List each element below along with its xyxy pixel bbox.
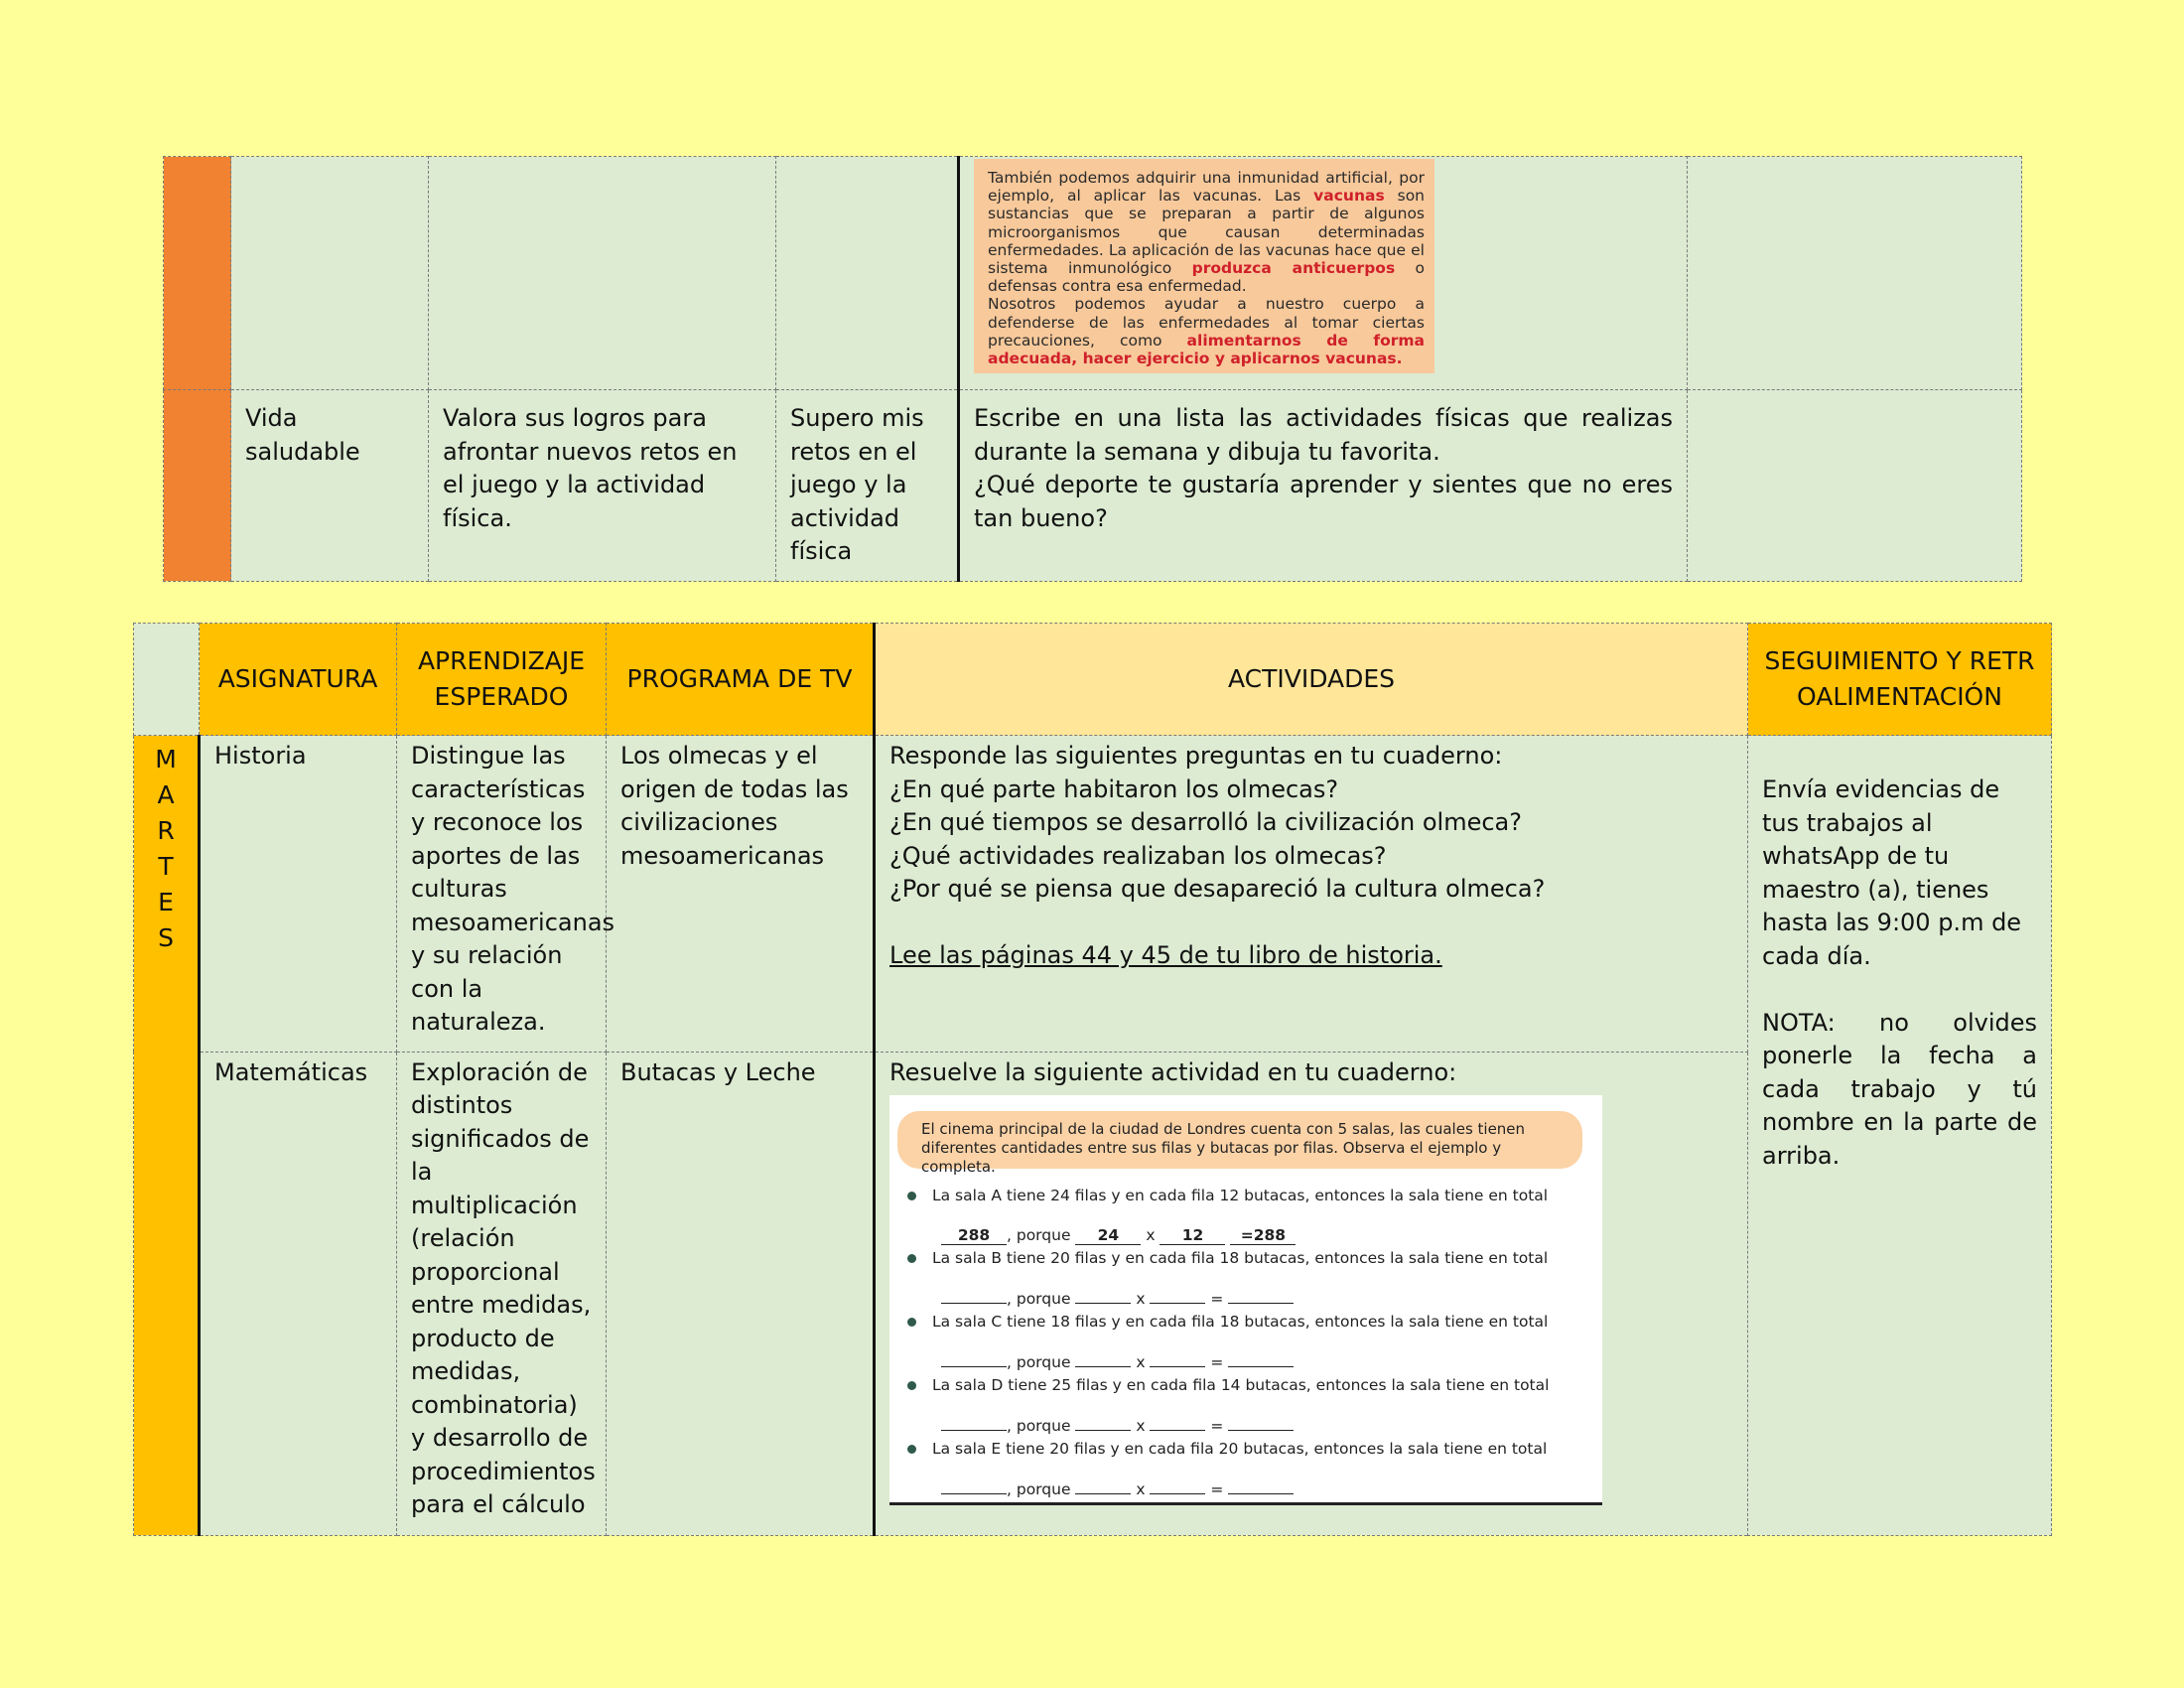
- feedback-cell: [1748, 736, 2052, 1536]
- day-letter: T: [158, 852, 174, 881]
- activity-intro: Responde las siguientes preguntas en tu cuaderno:: [889, 742, 1503, 770]
- empty-cell: [429, 157, 776, 390]
- vaccine-highlight: alimentarnos de forma adecuada, hacer ejercicio y aplicarnos vacunas.: [988, 331, 1425, 368]
- tuesday-schedule-table: [133, 623, 2052, 1536]
- activity-intro: Resuelve la siguiente actividad en tu cuaderno:: [889, 1057, 1457, 1086]
- question-item: ¿Por qué se piensa que desapareció la cultura olmeca?: [889, 875, 1546, 903]
- empty-cell: [231, 157, 429, 390]
- multiplication-worksheet-image: [889, 1095, 1602, 1505]
- day-marker-cell: [164, 157, 231, 390]
- feedback-text: Envía evidencias de tus trabajos al whatsApp de tu maestro (a), tienes hasta las 9:00 p.m de cada día.: [1762, 775, 2022, 970]
- vaccine-text: Nosotros podemos ayudar a nuestro cuerpo a defenderse de las enfermedades al tomar ciertas precauciones, como: [988, 295, 1425, 350]
- worksheet-banner: El cinema principal de la ciudad de Londres cuenta con 5 salas, las cuales tienen diferentes cantidades entre sus filas y butacas por filas. Observa el ejemplo y completa.: [897, 1111, 1582, 1169]
- question-item: ¿Qué actividades realizaban los olmecas?: [889, 841, 1387, 870]
- worksheet-answer-line: , porque x =: [941, 1290, 1294, 1308]
- subject-cell: Vida saludable: [231, 390, 429, 582]
- header-actividades: ACTIVIDADES: [875, 624, 1748, 736]
- worksheet-item: La sala B tiene 20 filas y en cada fila 18 butacas, entonces la sala tiene en total: [907, 1249, 1582, 1267]
- header-seguimiento: SEGUIMIENTO Y RETROALIMENTACIÓN: [1748, 624, 2052, 736]
- vaccine-highlight: produzca anticuerpos: [1191, 259, 1396, 278]
- activities-cell: [959, 390, 1688, 582]
- learning-matematicas: Exploración de distintos significados de la multiplicación (relación proporcional entre medidas, producto de medidas, combinatoria) y desarrollo de procedimientos para el cálculo: [397, 1052, 607, 1535]
- empty-cell: [776, 157, 959, 390]
- header-programa: PROGRAMA DE TV: [607, 624, 875, 736]
- day-letter: M: [155, 745, 177, 774]
- worksheet-item: La sala E tiene 20 filas y en cada fila 20 butacas, entonces la sala tiene en total: [907, 1440, 1582, 1458]
- bullet-icon: [907, 1445, 916, 1454]
- header-asignatura: ASIGNATURA: [200, 624, 397, 736]
- tv-program-matematicas: Butacas y Leche: [607, 1052, 875, 1535]
- reading-assignment: Lee las páginas 44 y 45 de tu libro de historia.: [889, 941, 1442, 969]
- vaccine-textbook-image: [974, 159, 1434, 373]
- vaccine-text: o defensas contra esa enfermedad.: [988, 259, 1425, 296]
- worksheet-item: La sala D tiene 25 filas y en cada fila 14 butacas, entonces la sala tiene en total: [907, 1376, 1582, 1394]
- day-letter: R: [157, 816, 175, 845]
- day-label-martes: [134, 736, 198, 956]
- worksheet-answer-line: , porque x =: [941, 1353, 1294, 1371]
- worksheet-answer-line: 288 , porque 24 x 12 =288: [941, 1226, 1296, 1245]
- top-activity-table: [163, 156, 2022, 582]
- subject-matematicas: Matemáticas: [200, 1052, 397, 1535]
- feedback-note: NOTA: no olvides ponerle la fecha a cada trabajo y tú nombre en la parte de arriba.: [1762, 1008, 2037, 1170]
- question-item: ¿En qué tiempos se desarrolló la civilización olmeca?: [889, 808, 1522, 836]
- day-label-cell: [134, 736, 200, 1536]
- bullet-icon: [907, 1254, 916, 1263]
- worksheet-item: La sala A tiene 24 filas y en cada fila 12 butacas, entonces la sala tiene en total: [907, 1187, 1582, 1204]
- bullet-icon: [907, 1318, 916, 1327]
- feedback-cell: [1688, 390, 2022, 582]
- bullet-icon: [907, 1381, 916, 1390]
- tv-program-cell: Supero mis retos en el juego y la actividad física: [776, 390, 959, 582]
- activity-line: Escribe en una lista las actividades físicas que realizas durante la semana y dibuja tu favorita.: [974, 404, 1673, 466]
- header-corner-cell: [134, 624, 200, 736]
- learning-historia: Distingue las características y reconoce los aportes de las culturas mesoamericanas y su relación con la naturaleza.: [397, 736, 607, 1053]
- tv-program-historia: Los olmecas y el origen de todas las civilizaciones mesoamericanas: [607, 736, 875, 1053]
- header-aprendizaje: APRENDIZAJE ESPERADO: [397, 624, 607, 736]
- activities-historia: [875, 736, 1748, 1053]
- day-letter: A: [157, 780, 175, 809]
- worksheet-answer-line: , porque x =: [941, 1480, 1294, 1498]
- worksheet-item: La sala C tiene 18 filas y en cada fila 18 butacas, entonces la sala tiene en total: [907, 1313, 1582, 1331]
- worksheet-answer-line: , porque x =: [941, 1417, 1294, 1435]
- subject-historia: Historia: [200, 736, 397, 1053]
- activities-matematicas: [875, 1052, 1748, 1535]
- vaccine-highlight: vacunas: [1313, 187, 1385, 206]
- vaccine-image-cell: [959, 157, 1688, 390]
- empty-cell: [1688, 157, 2022, 390]
- question-item: ¿En qué parte habitaron los olmecas?: [889, 774, 1339, 803]
- activity-line: ¿Qué deporte te gustaría aprender y sientes que no eres tan bueno?: [974, 471, 1673, 532]
- vaccine-text: También podemos adquirir una inmunidad artificial, por ejemplo, al aplicar las vacunas. Las: [988, 169, 1425, 206]
- day-letter: E: [158, 888, 174, 916]
- day-letter: S: [158, 923, 174, 952]
- learning-cell: Valora sus logros para afrontar nuevos retos en el juego y la actividad física.: [429, 390, 776, 582]
- day-marker-cell: [164, 390, 231, 582]
- bullet-icon: [907, 1192, 916, 1200]
- vaccine-text: son sustancias que se preparan a partir de algunos microorganismos que causan determinadas enfermedades. La aplicación de las vacunas hace que el sistema inmunológico: [988, 187, 1425, 278]
